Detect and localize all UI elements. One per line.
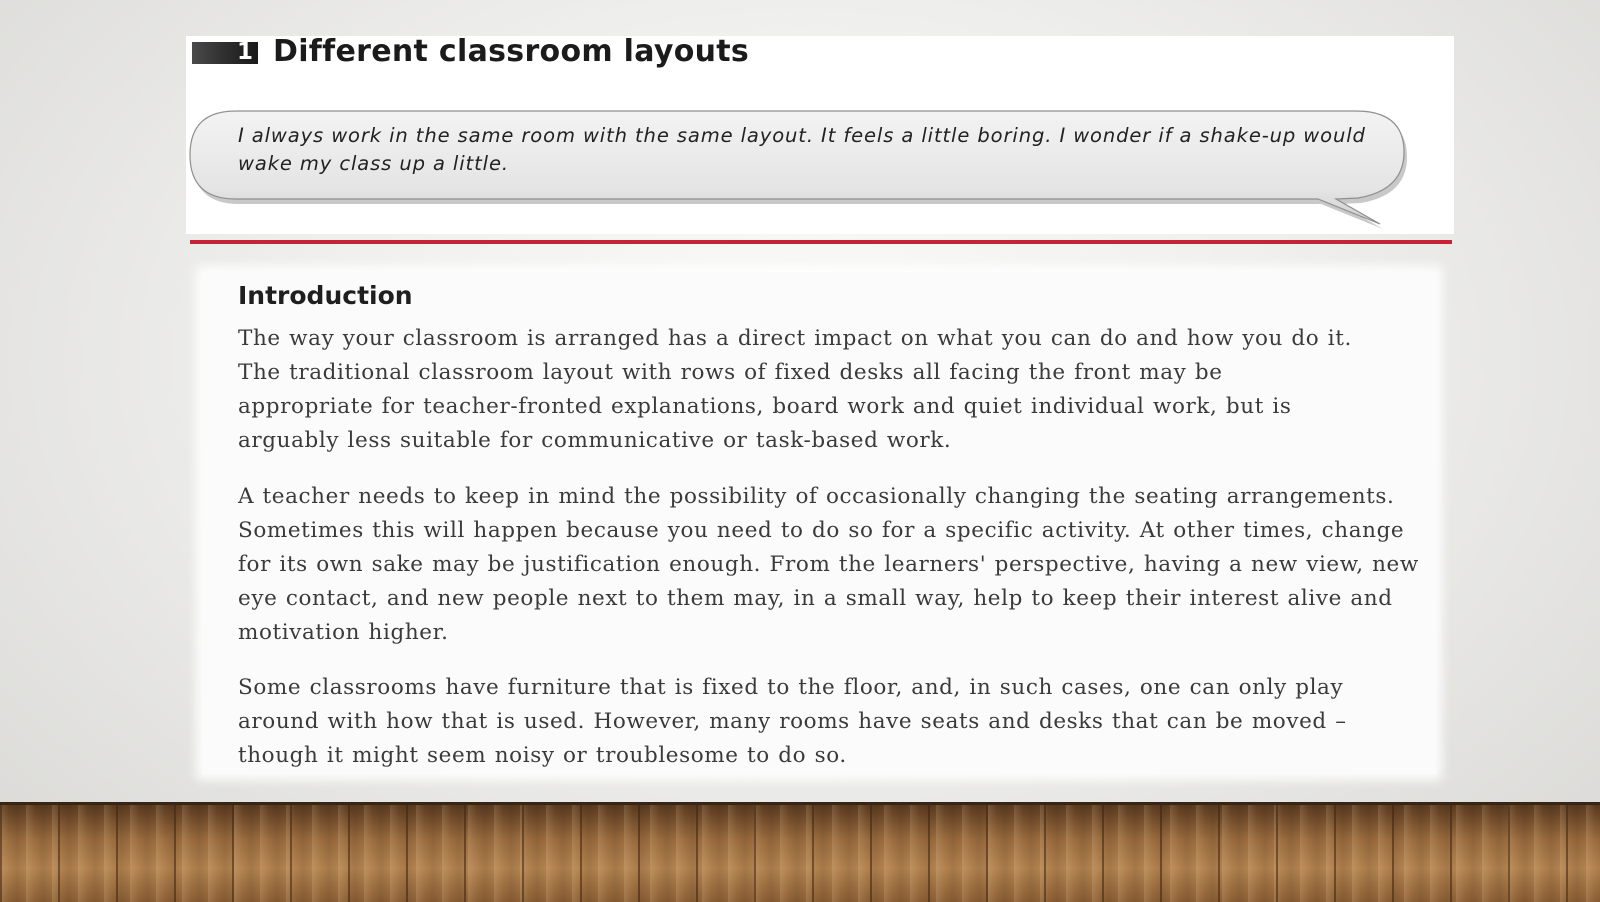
intro-paragraph-2: A teacher needs to keep in mind the possibility of occasionally changing the seating arrangements. Sometimes this will happen because you need to do so for a specific activity. At other times, change for its own sake may be justification enough. From the learners' perspective, having a new view, new eye contact, and new people next to them may, in a small way, help to keep their interest alive and motivation higher.	[238, 484, 1419, 645]
teacher-quote: I always work in the same room with the same layout. It feels a little boring. I wonder if a shake-up would wake my class up a little.	[238, 124, 1366, 175]
intro-paragraph-3: Some classrooms have furniture that is fixed to the floor, and, in such cases, one can only play around with how that is used. However, many rooms have seats and desks that can be moved – though it might seem noisy or troublesome to do so.	[238, 675, 1347, 768]
red-divider	[190, 240, 1452, 244]
wood-floor-decoration	[0, 802, 1600, 902]
unit-title: Different classroom layouts	[273, 34, 750, 69]
intro-paragraph-1: The way your classroom is arranged has a direct impact on what you can do and how you do it. The traditional classroom layout with rows of fixed desks all facing the front may be appropriate for teacher-fronted explanations, board work and quiet individual work, but is arguably less suitable for communicative or task-based work.	[238, 326, 1352, 453]
unit-number: 1	[236, 39, 253, 65]
introduction-heading: Introduction	[238, 281, 413, 310]
